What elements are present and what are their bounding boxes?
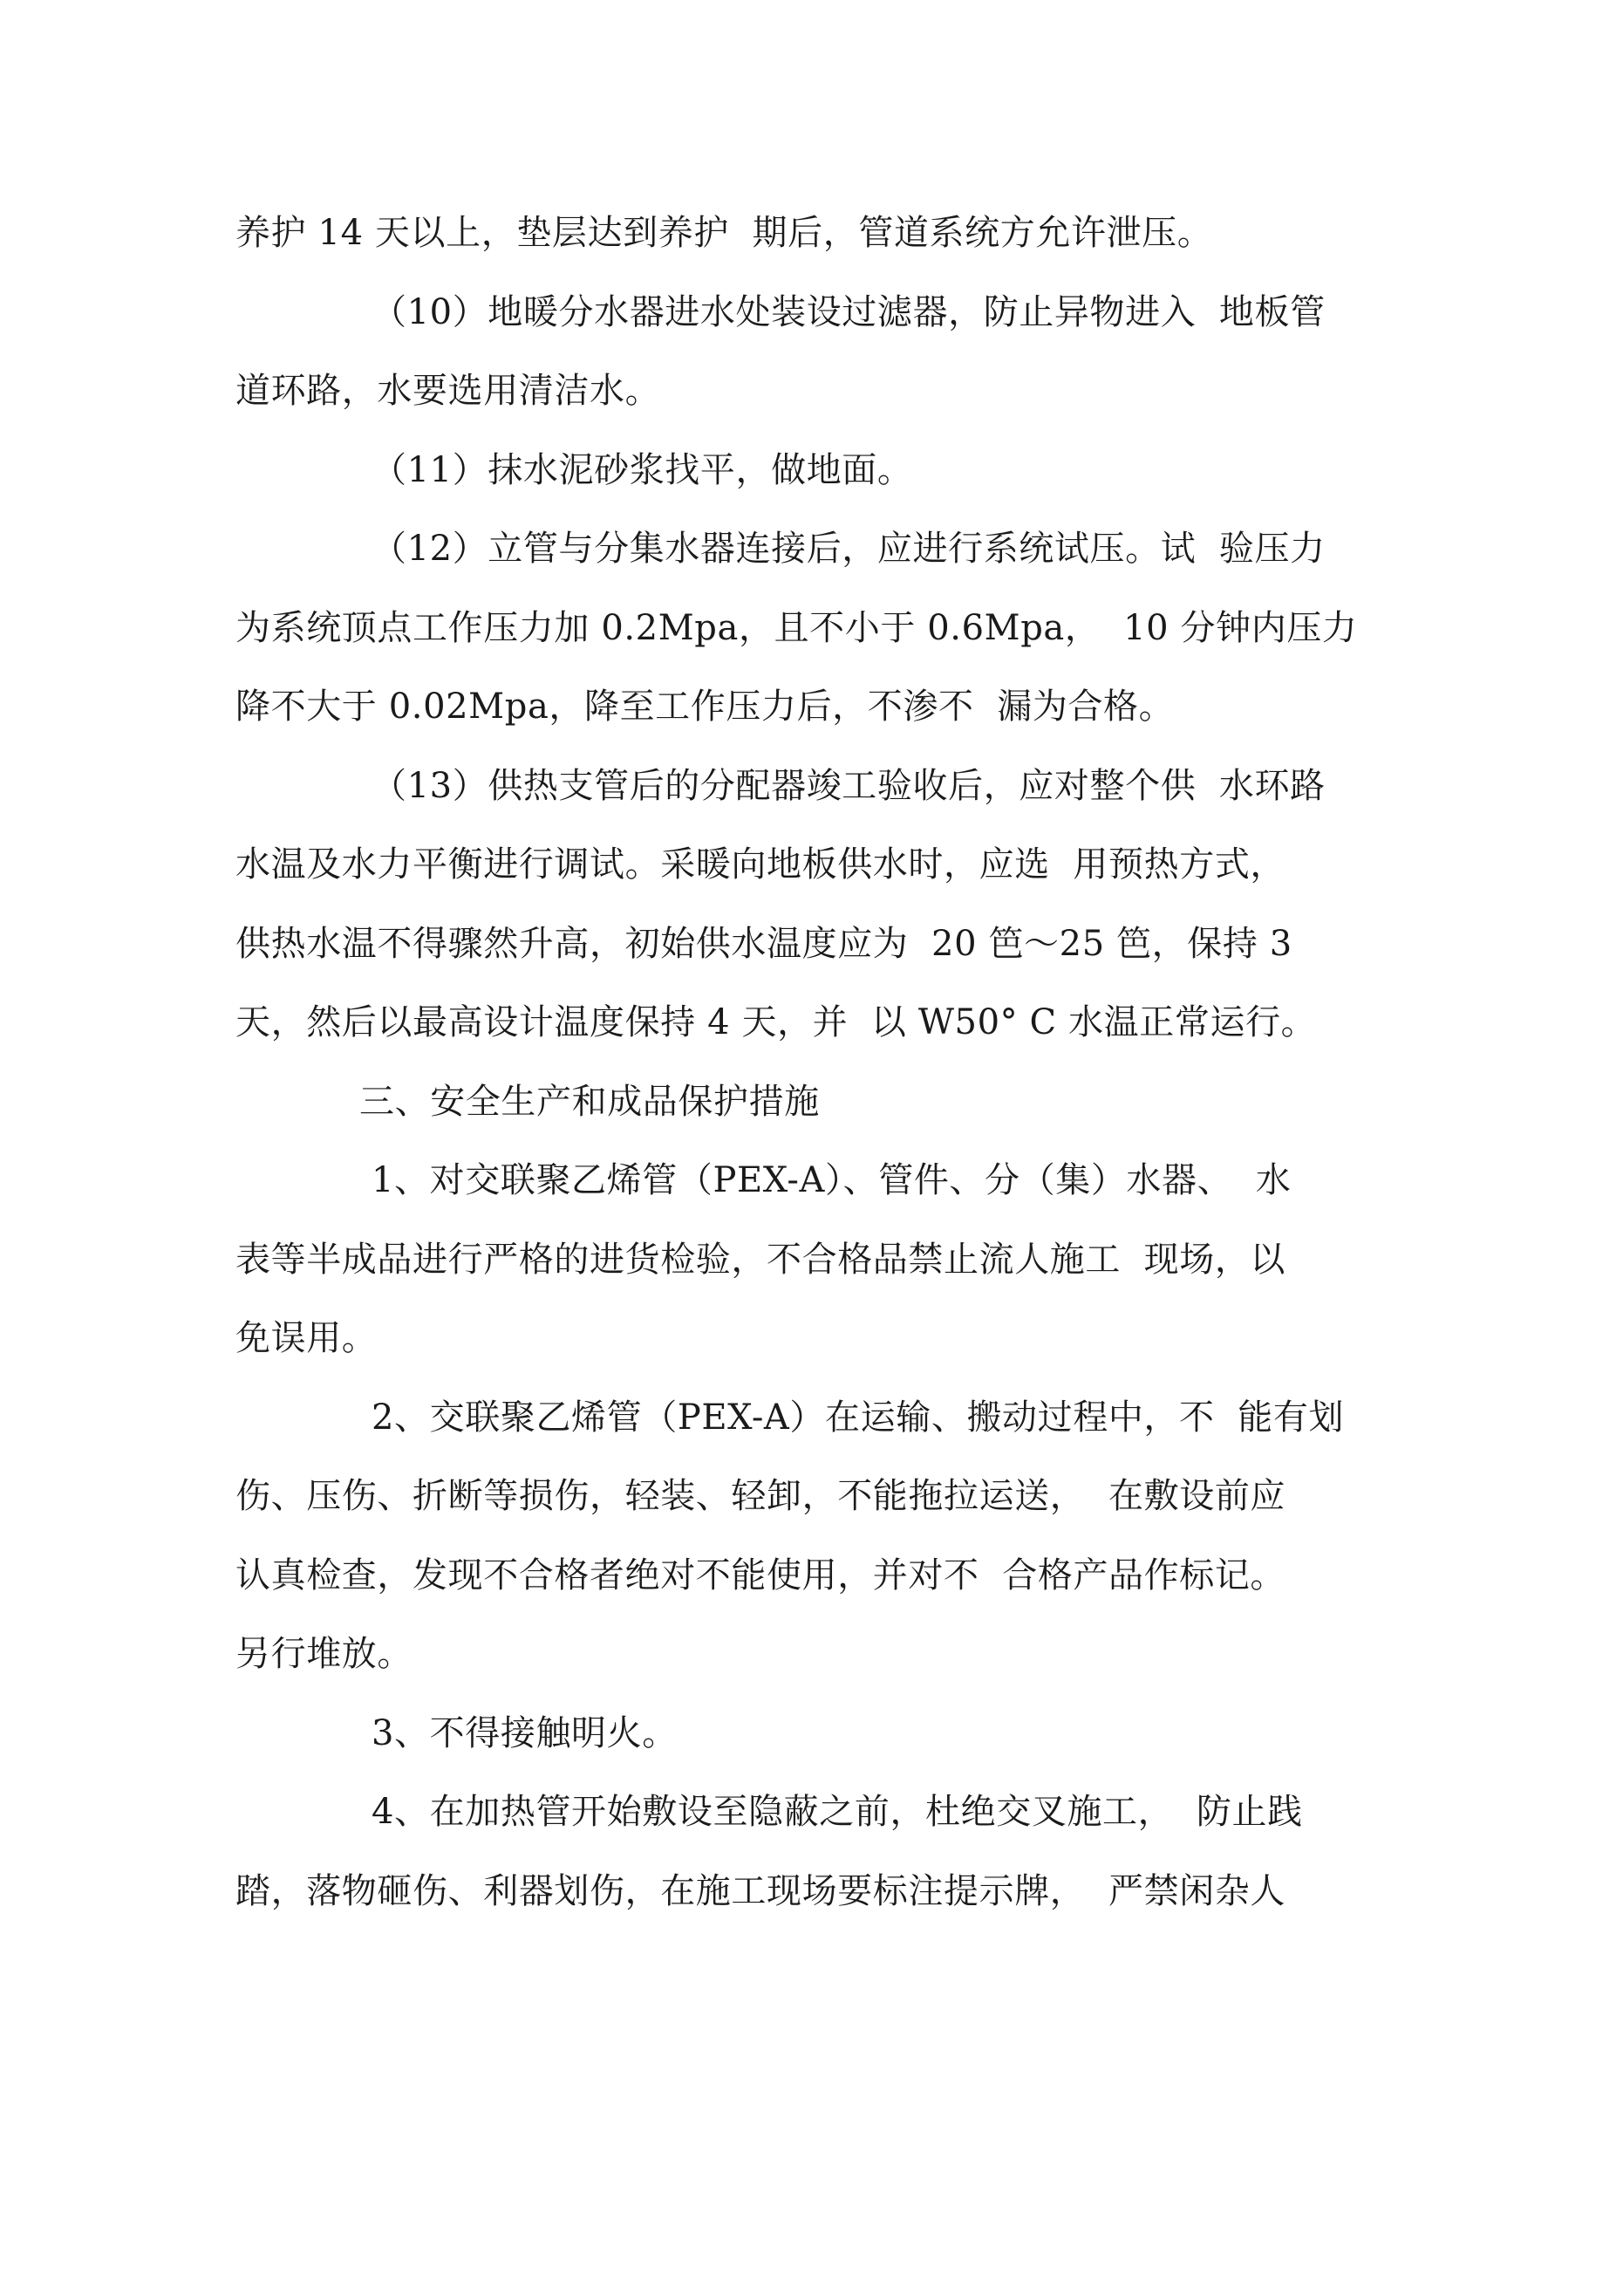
text-line: 另行堆放。: [235, 1634, 413, 1674]
text-line: 踏，落物砸伤、利器划伤，在施工现场要标注提示牌， 严禁闲杂人: [235, 1870, 1286, 1911]
text-line: 认真检查，发现不合格者绝对不能使用，并对不 合格产品作标记。: [235, 1555, 1286, 1596]
text-line: 免误用。: [235, 1318, 378, 1358]
text-line: 2、交联聚乙烯管（PEX-A）在运输、搬动过程中，不 能有划: [372, 1397, 1345, 1438]
text-line: 水温及水力平衡进行调试。采暖向地板供水时，应选 用预热方式，: [235, 844, 1286, 885]
text-line: 3、不得接触明火。: [372, 1712, 678, 1753]
text-line: 道环路，水要选用清洁水。: [235, 371, 661, 411]
text-line: （12）立管与分集水器连接后，应进行系统试压。试 验压力: [372, 529, 1326, 569]
text-line: 供热水温不得骤然升高，初始供水温度应为 20 笆〜25 笆，保持 3: [235, 923, 1292, 964]
text-line: 为系统顶点工作压力加 0.2Mpa，且不小于 0.6Mpa， 10 分钟内压力: [235, 607, 1358, 648]
text-line: （10）地暖分水器进水处装设过滤器，防止异物进入 地板管: [372, 291, 1326, 332]
text-line: 养护 14 天以上，垫层达到养护 期后，管道系统方允许泄压。: [235, 213, 1213, 253]
body-text: [235, 194, 1408, 1930]
text-line: 降不大于 0.02Mpa，降至工作压力后，不渗不 漏为合格。: [235, 687, 1175, 727]
text-line: 伤、压伤、折断等损伤，轻装、轻卸，不能拖拉运送， 在敷设前应: [235, 1476, 1286, 1516]
section-heading: 三、安全生产和成品保护措施: [359, 1081, 820, 1122]
text-line: 表等半成品进行严格的进货检验，不合格品禁止流人施工 现场，以: [235, 1239, 1286, 1280]
text-line: 4、在加热管开始敷设至隐蔽之前，杜绝交叉施工， 防止践: [372, 1792, 1303, 1832]
text-line: （11）抹水泥砂浆找平，做地面。: [372, 449, 913, 490]
text-line: 1、对交联聚乙烯管（PEX-A）、管件、分（集）水器、 水: [372, 1160, 1292, 1200]
text-line: 天，然后以最高设计温度保持 4 天，并 以 W50° C 水温正常运行。: [235, 1002, 1317, 1042]
text-line: （13）供热支管后的分配器竣工验收后，应对整个供 水环路: [372, 765, 1326, 806]
